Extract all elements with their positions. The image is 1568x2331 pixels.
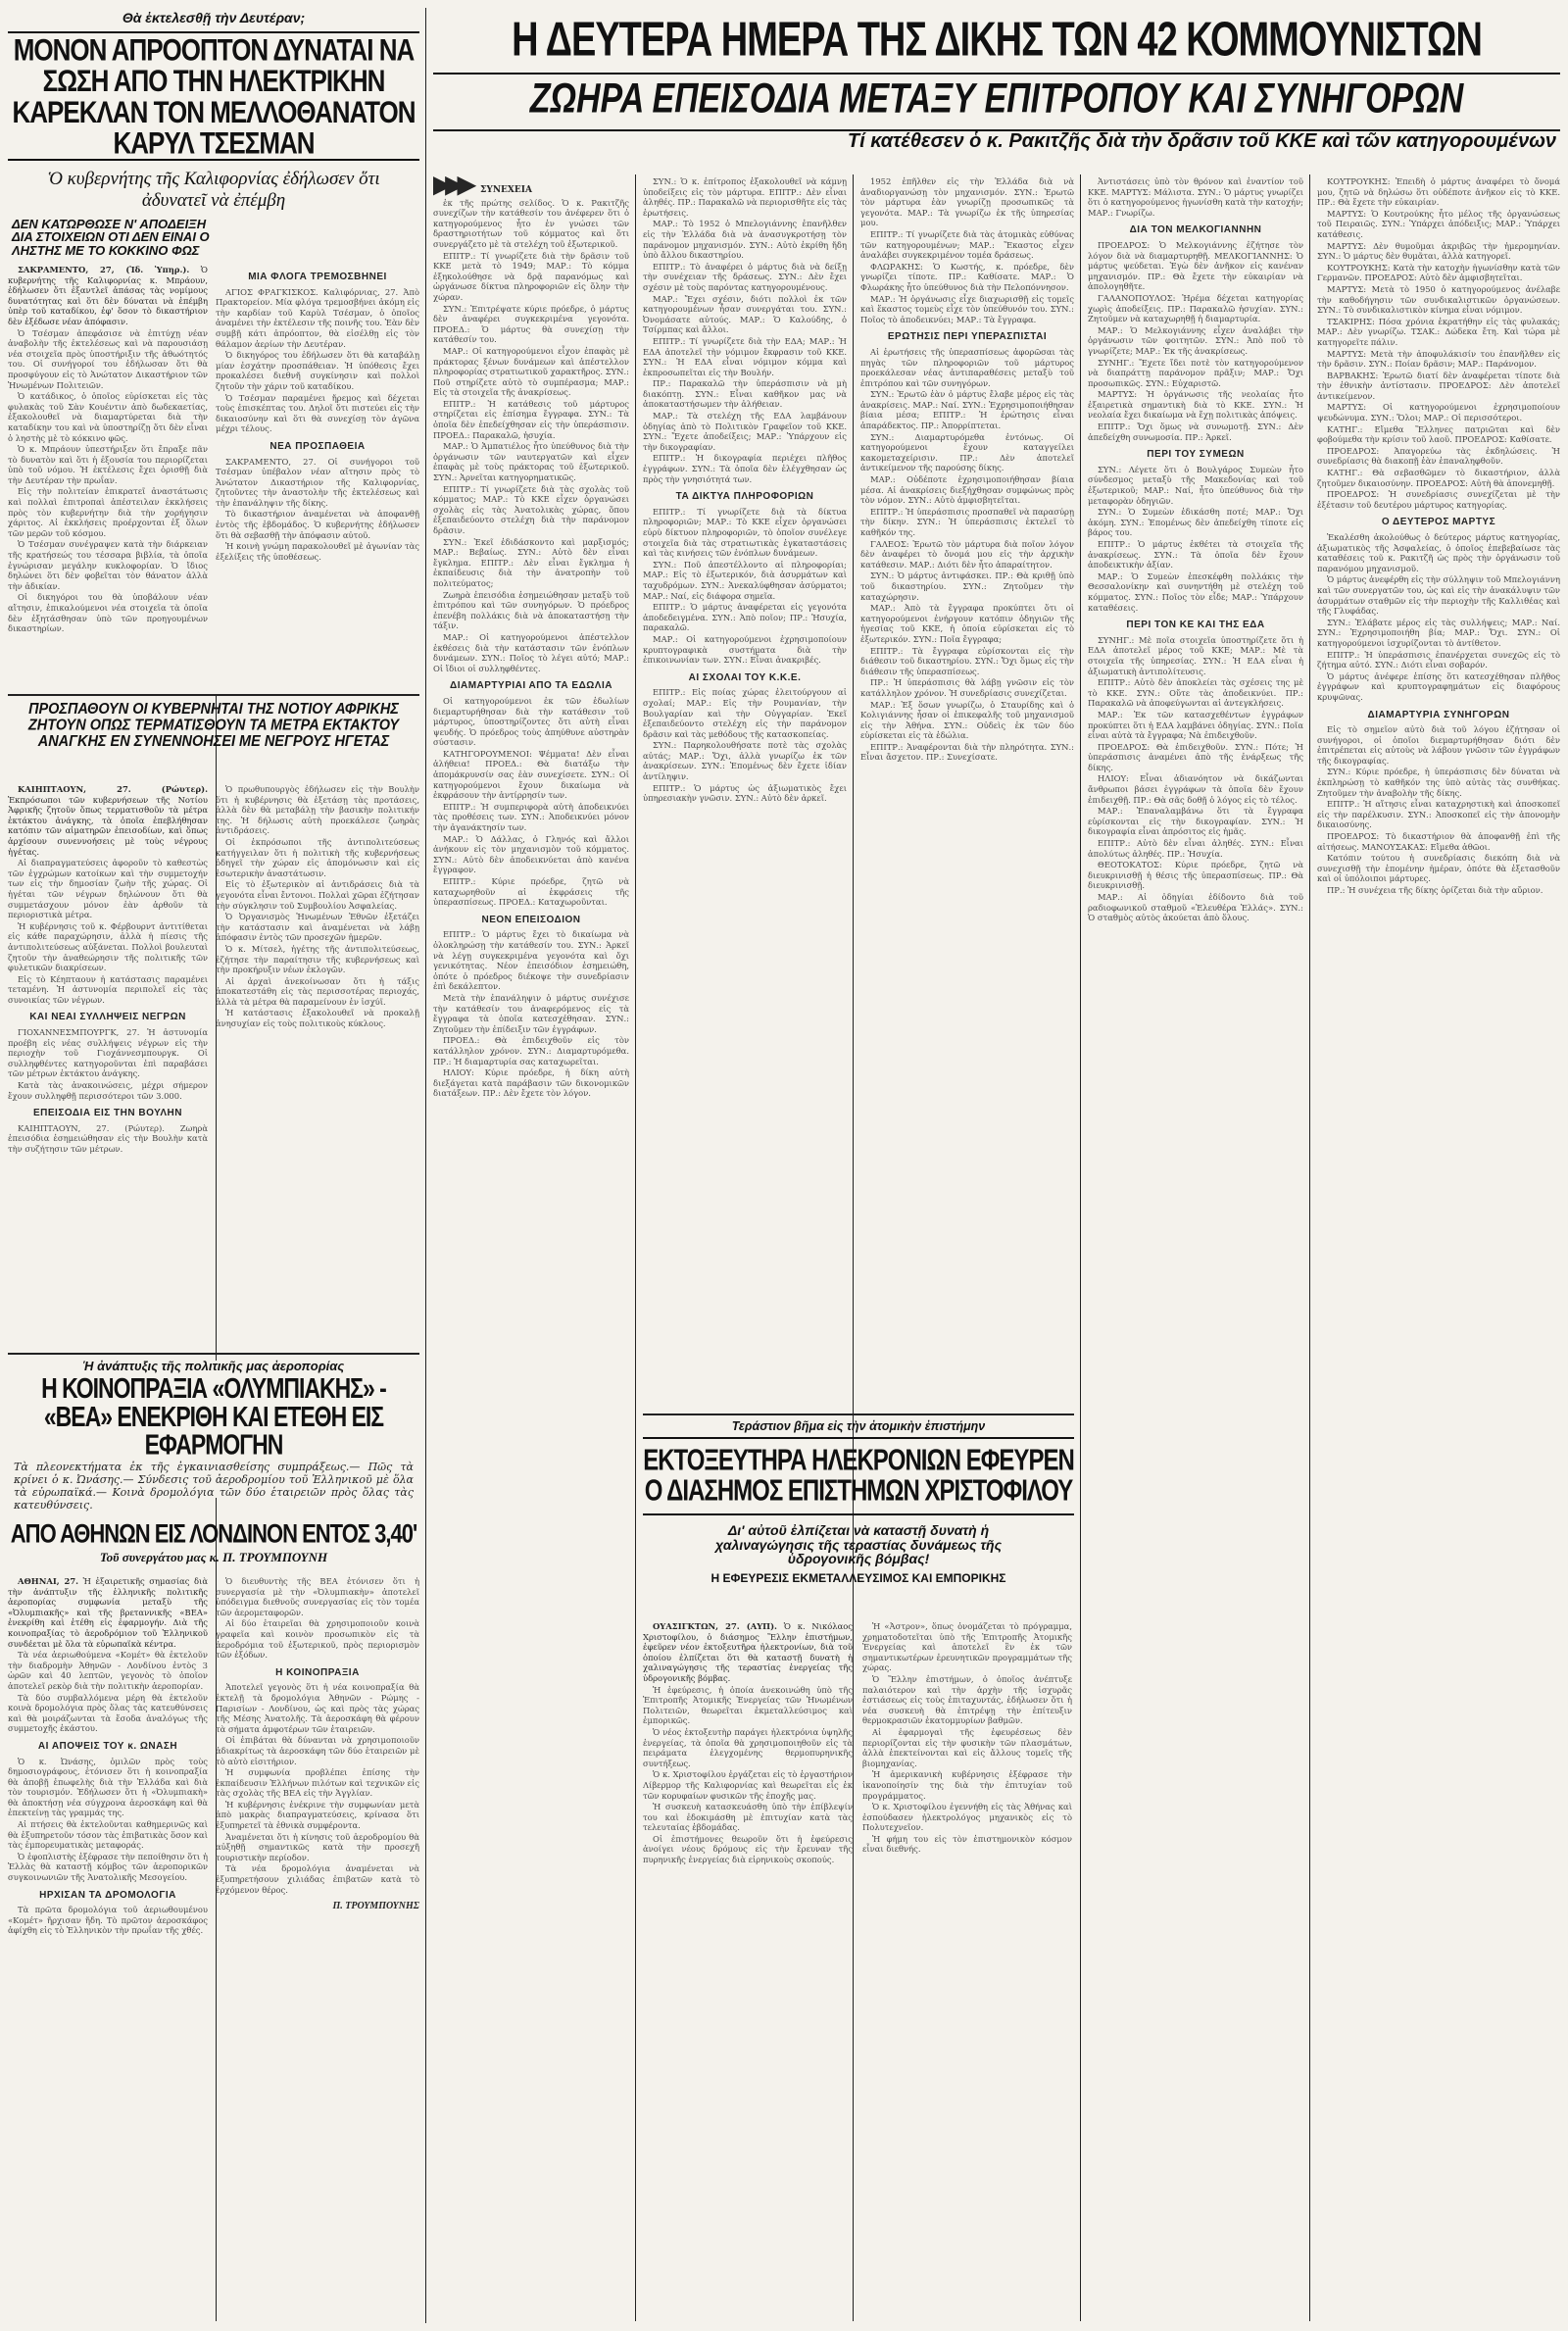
subhead: ΔΙΑΜΑΡΤΥΡΙΑ ΣΥΝΗΓΟΡΩΝ bbox=[1367, 709, 1510, 720]
headline: ΠΡΟΣΠΑΘΟΥΝ ΟΙ ΚΥΒΕΡΝΗΤΑΙ ΤΗΣ ΝΟΤΙΟΥ ΑΦΡΙΚΗΣ ΖΗΤΟΥΝ ΟΠΩΣ ΤΕΡΜΑΤΙΣΘΟΥΝ ΤΑ ΜΕΤΡΑ ΕΚΤΑΚΤΟΥ ΑΝΑΓΚΗΣ ΕΝ ΣΥΝΕΝΝΟΗΣΕΙ ΜΕ ΝΕΓΡΟΥΣ ΗΓΕΤΑΣ bbox=[27, 700, 400, 751]
article-body: ΚΑΙΗΠΤΑΟΥΝ, 27. (Ρώυτερ). Ἐκπρόσωποι τῶν κυβερνήσεων τῆς Νοτίου Ἀφρικῆς ζητοῦν ὅπως τερματισθοῦν τὰ μέτρα ἐκτάκτου ἀνάγκης, τὰ ὁποῖα ἐπεβλήθησαν κατόπιν τῶν αἱματηρῶν ἐπεισοδίων, καὶ ὅπως ἀρχίσουν συνεννοήσεις μὲ τοὺς νέγρους ἡγέτας. Αἱ διαπραγματεύσεις ἀφοροῦν τὸ καθεστὼς τῶν ἐγχρώμων κατοίκων καὶ τὴν συμμετοχήν των εἰς τὴν δημοσίαν ζωὴν τῆς χώρας. Οἱ ἡγέται τῶν νέγρων δηλώνουν ὅτι θὰ συμμετάσχουν μόνον ἐὰν ἀρθοῦν τὰ περιοριστικὰ μέτρα. Ἡ κυβέρνησις τοῦ κ. Φέρβουρντ ἀντιτίθεται εἰς κάθε παραχώρησιν, ἀλλὰ ἡ πίεσις τῆς ἀντιπολιτεύσεως αὐξάνεται. Πολλοὶ βουλευταὶ ζητοῦν τὴν ἀναθεώρησιν τῆς πολιτικῆς τῶν φυλετικῶν διακρίσεων. Εἰς τὸ Κέηπταουν ἡ κατάστασις παραμένει τεταμένη. Ἡ ἀστυνομία περιπολεῖ εἰς τὰς συνοικίας τῶν νέγρων. ΚΑΙ ΝΕΑΙ ΣΥΛΛΗΨΕΙΣ ΝΕΓΡΩΝ ΓΙΟΧΑΝΝΕΣΜΠΟΥΡΓΚ, 27. Ἡ ἀστυνομία προέβη εἰς νέας συλλήψεις νέγρων εἰς τὴν περιοχὴν τοῦ Γιοχάννεσμπουργκ. Οἱ συλληφθέντες κατηγοροῦνται ἐπὶ παραβάσει τῶν μέτρων ἐκτάκτου ἀνάγκης. Κατὰ τὰς ἀνακοινώσεις, μέχρι σήμερον ἔχουν συλληφθῇ περισσότεροι τῶν 3.000. ΕΠΕΙΣΟΔΙΑ ΕΙΣ ΤΗΝ ΒΟΥΛΗΝ ΚΑΙΗΠΤΑΟΥΝ, 27. (Ρώυτερ). Ζωηρὰ ἐπεισόδια ἐσημειώθησαν εἰς τὴν Βουλὴν κατὰ τὴν συζήτησιν τῶν μέτρων. bbox=[8, 784, 208, 1154]
trial-banner bbox=[433, 8, 1560, 123]
subhead: ΝΕΑ ΠΡΟΣΠΑΘΕΙΑ bbox=[270, 440, 366, 452]
column-rule bbox=[1309, 174, 1310, 2321]
kicker: Τεράστιον βῆμα εἰς τὴν ἀτομικὴν ἐπιστήμην bbox=[731, 1419, 986, 1433]
subhead: ΠΕΡΙ ΤΟΥ ΣΥΜΕΩΝ bbox=[1147, 449, 1245, 461]
article-body: ΣΑΚΡΑΜΕΝΤΟ, 27, (Ἰδ. Ὑπηρ.). Ὁ κυβερνήτης τῆς Καλιφορνίας κ. Μπράουν, ἐδήλωσεν ὅτι ἐξαντλεῖ ἀπάσας τὰς νομίμους δυνατότητας καὶ ὅτι δὲν δύναται νὰ ἐπέμβη ὑπὲρ τοῦ καταδίκου, ἐφ' ὅσον τὸ δικαστήριον δὲν ἐξέδωσε νέαν ἀπόφασιν. Ὁ Τσέσμαν ἀπεφάσισε νὰ ἐπιτύχῃ νέαν ἀναβολὴν τῆς ἐκτελέσεως καὶ νὰ παρουσιάσῃ νέα στοιχεῖα πρὸς ὑποστήριξιν τῆς ἀθωότητός του. Οἱ συνήγοροί του ἐδήλωσαν ὅτι θὰ προσφύγουν εἰς τὸ Ἀνώτατον Δικαστήριον τῶν Ἡνωμένων Πολιτειῶν. Ὁ κατάδικος, ὁ ὁποῖος εὑρίσκεται εἰς τὰς φυλακὰς τοῦ Σὰν Κουέντιν ἀπὸ δωδεκαετίας, ἐξακολουθεῖ νὰ διαμαρτύρεται διὰ τὴν καταδίκην του καὶ νὰ ὑποστηρίζῃ ὅτι δὲν εἶναι ὁ ληστὴς μὲ τὸ κόκκινο φῶς. Ὁ κ. Μπράουν ὑπεστήριξεν ὅτι ἔπραξε πᾶν τὸ δυνατὸν καὶ ὅτι ἡ ἐξουσία του περιορίζεται ὑπὸ τοῦ νόμου. Ἡ ἐκτέλεσις ἔχει ὁρισθῇ διὰ τὴν Δευτέραν τὴν πρωΐαν. Εἰς τὴν πολιτείαν ἐπικρατεῖ ἀναστάτωσις καὶ πολλαὶ ἐπιτροπαὶ ἀπέστειλαν ἐκκλήσεις πρὸς τὸν κυβερνήτην διὰ τὴν χορήγησιν χάριτος. Αἱ ἐκκλήσεις προέρχονται ἐξ ὅλων τῶν μερῶν τοῦ κόσμου. Ὁ Τσέσμαν συνέγραψεν κατὰ τὴν διάρκειαν τῆς κρατήσεώς του τέσσαρα βιβλία, τὰ ὁποῖα ἐγνώρισαν μεγάλην κυκλοφορίαν. Ὁ ἴδιος δηλώνει ὅτι δὲν φοβεῖται τὸν θάνατον ἀλλὰ τὴν ἀδικίαν. Οἱ δικηγόροι του θὰ ὑποβάλουν νέαν αἴτησιν, ἐπικαλούμενοι νέα στοιχεῖα τὰ ὁποῖα δὲν ἐξητάσθησαν ὑπὸ τῶν προηγουμένων δικαστηρίων. bbox=[8, 265, 208, 634]
chessman-article bbox=[8, 8, 419, 694]
column-rule bbox=[635, 174, 636, 2321]
subhead: ΗΡΧΙΣΑΝ ΤΑ ΔΡΟΜΟΛΟΓΙΑ bbox=[39, 1889, 176, 1901]
kicker: Ἡ ἀνάπτυξις τῆς πολιτικῆς μας ἀεροπορίας bbox=[82, 1359, 345, 1373]
science-article bbox=[643, 1419, 1074, 2321]
subhead: ΠΕΡΙ ΤΟΝ ΚΕ ΚΑΙ ΤΗΣ ΕΔΑ bbox=[1126, 620, 1265, 631]
subhead: ΑΙ ΣΧΟΛΑΙ ΤΟΥ Κ.Κ.Ε. bbox=[688, 671, 802, 683]
headline: ΕΚΤΟΞΕΥΤΗΡΑ ΗΛΕΚΡΟΝΙΩΝ ΕΦΕΥΡΕΝ Ο ΔΙΑΣΗΜΟΣ ΕΠΙΣΤΗΜΩΝ ΧΡΙΣΤΟΦΙΛΟΥ bbox=[643, 1443, 1074, 1508]
subhead: ΚΑΙ ΝΕΑΙ ΣΥΛΛΗΨΕΙΣ ΝΕΓΡΩΝ bbox=[29, 1012, 186, 1023]
trial-body-col1: ▶▶▶ ΣΥΝΕΧΕΙΑ ἐκ τῆς πρώτης σελίδος. Ὁ κ. Ρακιτζῆς συνεχίζων τὴν κατάθεσίν του ἀνέφερεν ὅτι ὁ κατηγορούμενος ἦτο ἐν γνώσει τῶν δραστηριοτήτων τοῦ κόμματος καὶ ὅτι συνεργάζετο μὲ τὰ στελέχη τοῦ ἐξωτερικοῦ. ΕΠΙΤΡ.: Τί γνωρίζετε διὰ τὴν δρᾶσιν τοῦ ΚΚΕ μετὰ τὸ 1949; ΜΑΡ.: Τὸ κόμμα ἐξηκολούθησε νὰ δρᾷ παρανόμως καὶ ὠργάνωσε δίκτυα πληροφοριῶν εἰς ὅλην τὴν χώραν. ΣΥΝ.: Ἐπιτρέψατε κύριε πρόεδρε, ὁ μάρτυς δὲν ἀναφέρει συγκεκριμένα γεγονότα. ΠΡΟΕΔ.: Ὁ μάρτυς θὰ συνεχίσῃ τὴν κατάθεσίν του. ΜΑΡ.: Οἱ κατηγορούμενοι εἶχον ἐπαφὰς μὲ πράκτορας ξένων δυνάμεων καὶ ἀπέστελλον πληροφορίας στρατιωτικοῦ χαρακτῆρος. ΣΥΝ.: Ποῦ στηρίζετε αὐτὸ τὸ συμπέρασμα; ΜΑΡ.: Εἰς τὰ στοιχεῖα τῆς ἀνακρίσεως. ΕΠΙΤΡ.: Ἡ κατάθεσις τοῦ μάρτυρος στηρίζεται εἰς ἐπίσημα ἔγγραφα. ΣΥΝ.: Τὰ ὁποῖα δὲν ἐπεδείχθησαν εἰς τὴν ὑπεράσπισιν. ΠΡΟΕΔ.: Παρακαλῶ, ἡσυχία. ΜΑΡ.: Ὁ Ἀμπατιέλος ἦτο ὑπεύθυνος διὰ τὴν ὀργάνωσιν τῶν ναυτεργατῶν καὶ εἶχεν ἐπαφὰς μὲ τοὺς πράκτορας τοῦ ἐξωτερικοῦ. ΣΥΝ.: Ἀρνεῖται κατηγορηματικῶς. ΕΠΙΤΡ.: Τί γνωρίζετε διὰ τὰς σχολὰς τοῦ κόμματος; ΜΑΡ.: Τὸ ΚΚΕ εἶχεν ὀργανώσει σχολὰς εἰς τὰς Ἀνατολικὰς χώρας, ὅπου ἐξεπαιδεύοντο στελέχη διὰ τὴν παράνομον δρᾶσιν. ΣΥΝ.: Ἐκεῖ ἐδιδάσκοντο καὶ μαρξισμός; ΜΑΡ.: Βεβαίως. ΣΥΝ.: Αὐτὸ δὲν εἶναι ἔγκλημα. ΕΠΙΤΡ.: Δὲν εἶναι ἔγκλημα ἡ ἐκπαίδευσις διὰ τὴν ἀνατροπὴν τοῦ πολιτεύματος; Ζωηρὰ ἐπεισόδια ἐσημειώθησαν μεταξὺ τοῦ ἐπιτρόπου καὶ τῶν συνηγόρων. Ὁ πρόεδρος ἐπενέβη πολλάκις διὰ νὰ ἀποκαταστήσῃ τὴν τάξιν. ΜΑΡ.: Οἱ κατηγορούμενοι ἀπέστελλον ἐκθέσεις διὰ τὴν κατάστασιν τῶν ἐνόπλων δυνάμεων. ΣΥΝ.: Ποῖος τὸ λέγει αὐτό; ΜΑΡ.: Οἱ ἴδιοι οἱ συλληφθέντες. ΔΙΑΜΑΡΤΥΡΙΑΙ ΑΠΟ ΤΑ ΕΔΩΛΙΑ Οἱ κατηγορούμενοι ἐκ τῶν ἑδωλίων διεμαρτυρήθησαν διὰ τὴν κατάθεσιν τοῦ μάρτυρος, ὑποστηρίζοντες ὅτι αὐτὴ εἶναι ψευδής. Ὁ πρόεδρος τοὺς ἀπηύθυνε αὐστηρὰν σύστασιν. ΚΑΤΗΓΟΡΟΥΜΕΝΟΙ: Ψέμματα! Δὲν εἶναι ἀλήθεια! ΠΡΟΕΔ.: Θὰ διατάξω τὴν ἀπομάκρυνσίν σας ἐὰν συνεχίσετε. ΣΥΝ.: Οἱ κατηγορούμενοι ἔχουν δικαίωμα νὰ ἐκφράσουν τὴν ἀντίρρησίν των. ΕΠΙΤΡ.: Ἡ συμπεριφορὰ αὐτὴ ἀποδεικνύει τὰς προθέσεις των. ΣΥΝ.: Ἀποδεικνύει μόνον τὴν ἀγανάκτησίν των. ΜΑΡ.: Ὁ Δάλλας, ὁ Γληνός καὶ ἄλλοι ἀνήκουν εἰς τὸν μηχανισμὸν τοῦ κόμματος. ΣΥΝ.: Αὐτὸ δὲν ἀποδεικνύεται ἀπὸ κανένα ἔγγραφον. ΕΠΙΤΡ.: Κύριε πρόεδρε, ζητῶ νὰ καταχωρηθοῦν αἱ ἐκφράσεις τῆς ὑπερασπίσεως. ΠΡΟΕΔ.: Καταχωροῦνται. ΝΕΟΝ ΕΠΕΙΣΟΔΙΟΝ ΕΠΙΤΡ.: Ὁ μάρτυς ἔχει τὸ δικαίωμα νὰ ὁλοκληρώσῃ τὴν κατάθεσίν του. ΣΥΝ.: Ἀρκεῖ νὰ λέγῃ συγκεκριμένα γεγονότα καὶ ὄχι γενικότητας. Νέον ἐπεισόδιον ἐσημειώθη, ὁπότε ὁ πρόεδρος διέκοψε τὴν συνεδρίασιν ἐπὶ δεκάλεπτον. Μετὰ τὴν ἐπανάληψιν ὁ μάρτυς συνέχισε τὴν κατάθεσίν του ἀναφερόμενος εἰς τὰ ἔγγραφα τὰ ὁποῖα κατεσχέθησαν. ΣΥΝ.: Ζητοῦμεν τὴν ἐπίδειξιν τῶν ἐγγράφων. ΠΡΟΕΔ.: Θὰ ἐπιδειχθοῦν εἰς τὸν κατάλληλον χρόνον. ΣΥΝ.: Διαμαρτυρόμεθα. ΠΡ.: Ἡ διαμαρτυρία σας καταχωρεῖται. ΗΛΙΟΥ: Κύριε πρόεδρε, ἡ δίκη αὐτὴ διεξάγεται κατὰ παράβασιν τῶν δικονομικῶν διατάξεων. ΠΡ.: Δὲν ἔχετε τὸν λόγον. bbox=[433, 176, 629, 2321]
subhead: ΝΕΟΝ ΕΠΕΙΣΟΔΙΟΝ bbox=[481, 914, 581, 925]
article-body-col2: Ἡ «Ἀστρον», ὅπως ὀνομάζεται τὸ πρόγραμμα, χρηματοδοτεῖται ὑπὸ τῆς Ἐπιτροπῆς Ἀτομικῆς Ἐνεργείας καὶ ἀποτελεῖ ἓν ἐκ τῶν σημαντικωτέρων ἐρευνητικῶν προγραμμάτων τῆς χώρας. Ὁ Ἕλλην ἐπιστήμων, ὁ ὁποῖος ἀνέπτυξε παλαιότερον καὶ τὴν ἀρχὴν τῆς ἰσχυρᾶς ἐστιάσεως εἰς τοὺς ἐπιταχυντάς, ἐδήλωσεν ὅτι ἡ νέα συσκευὴ θὰ ἐπιτρέψῃ τὴν ἐπίτευξιν θερμοκρασιῶν ἑκατομμυρίων βαθμῶν. Αἱ ἐφαρμογαὶ τῆς ἐφευρέσεως δὲν περιορίζονται εἰς τὴν φυσικὴν τῶν πλασμάτων, ἀλλὰ ἐπεκτείνονται καὶ εἰς ἄλλους τομεῖς τῆς βιομηχανίας. Ἡ ἀμερικανικὴ κυβέρνησις ἐξέφρασε τὴν ἱκανοποίησίν της διὰ τὴν ἐπιτυχίαν τοῦ προγράμματος. Ὁ κ. Χριστοφίλου ἐγεννήθη εἰς τὰς Ἀθήνας καὶ ἐσπούδασεν ἠλεκτρολόγος μηχανικὸς εἰς τὸ Πολυτεχνεῖον. Ἡ φήμη του εἰς τὸν ἐπιστημονικὸν κόσμον εἶναι διεθνής. bbox=[862, 1621, 1072, 1855]
trial-body-col3: 1952 ἐπῆλθεν εἰς τὴν Ἑλλάδα διὰ νὰ ἀναδιοργανώσῃ τὸν μηχανισμόν. ΣΥΝ.: Ἐρωτῶ τὸν μάρτυρα ἐὰν γνωρίζῃ προσωπικῶς τὰ γεγονότα. ΜΑΡ.: Τὰ γνωρίζω ἐκ τῆς ὑπηρεσίας μου. ΕΠΙΤΡ.: Τί γνωρίζετε διὰ τὰς ἀτομικὰς εὐθύνας τῶν κατηγορουμένων; ΜΑΡ.: Ἕκαστος εἶχεν ἀναλάβει συγκεκριμένον τομέα δράσεως. ΦΛΩΡΑΚΗΣ: Ὁ Κωστής, κ. πρόεδρε, δὲν γνωρίζει τίποτε. ΠΡ.: Καθίσατε. ΜΑΡ.: Ὁ Φλωράκης ἦτο ὑπεύθυνος διὰ τὴν Πελοπόννησον. ΜΑΡ.: Ἡ ὀργάνωσις εἶχε διαχωρισθῇ εἰς τομεῖς καὶ ἕκαστος τομεὺς εἶχε τὸν ὑπεύθυνόν του. ΣΥΝ.: Ποῖος τὸ ἀποδεικνύει; ΜΑΡ.: Τὰ ἔγγραφα. ΕΡΩΤΗΣΙΣ ΠΕΡΙ ΥΠΕΡΑΣΠΙΣΤΑΙ Αἱ ἐρωτήσεις τῆς ὑπερασπίσεως ἀφορῶσαι τὰς πηγὰς τῶν πληροφοριῶν τοῦ μάρτυρος προεκάλεσαν νέας ἀντιπαραθέσεις μεταξὺ τοῦ ἐπιτρόπου καὶ τῶν συνηγόρων. ΣΥΝ.: Ἐρωτῶ ἐὰν ὁ μάρτυς ἔλαβε μέρος εἰς τὰς ἀνακρίσεις. ΜΑΡ.: Ναί. ΣΥΝ.: Ἐχρησιμοποιήθησαν βίαια μέσα; ΕΠΙΤΡ.: Ἡ ἐρώτησις εἶναι ἀπαράδεκτος. ΠΡ.: Ἀπορρίπτεται. ΣΥΝ.: Διαμαρτυρόμεθα ἐντόνως. Οἱ κατηγορούμενοι ἔχουν καταγγείλει κακομεταχείρισιν. ΠΡ.: Δὲν ἀποτελεῖ ἀντικείμενον τῆς παρούσης δίκης. ΜΑΡ.: Οὐδέποτε ἐχρησιμοποιήθησαν βίαια μέσα. Αἱ ἀνακρίσεις διεξήχθησαν συμφώνως πρὸς τὸν νόμον. ΣΥΝ.: Αὐτὸ ἀμφισβητεῖται. ΕΠΙΤΡ.: Ἡ ὑπεράσπισις προσπαθεῖ νὰ παρασύρῃ τὴν δίκην. ΣΥΝ.: Ἡ ὑπεράσπισις ἐκτελεῖ τὸ καθῆκόν της. ΓΑΛΕΟΣ: Ἐρωτῶ τὸν μάρτυρα διὰ ποῖον λόγον δὲν ἀναφέρει τὸ ὄνομά μου εἰς τὴν ἀρχικὴν κατάθεσιν. ΜΑΡ.: Διότι δὲν ἦτο ἀπαραίτητον. ΣΥΝ.: Ὁ μάρτυς ἀντιφάσκει. ΠΡ.: Θὰ κριθῇ ὑπὸ τοῦ δικαστηρίου. ΣΥΝ.: Ζητοῦμεν τὴν καταχώρησιν. ΜΑΡ.: Ἀπὸ τὰ ἔγγραφα προκύπτει ὅτι οἱ κατηγορούμενοι ἐνήργουν κατόπιν ὁδηγιῶν τῆς ἡγεσίας τοῦ ΚΚΕ, ἡ ὁποία εὑρίσκεται εἰς τὸ ἐξωτερικόν. ΣΥΝ.: Ποῖα ἔγγραφα; ΕΠΙΤΡ.: Τὰ ἔγγραφα εὑρίσκονται εἰς τὴν διάθεσιν τοῦ δικαστηρίου. ΣΥΝ.: Ὄχι ὅμως εἰς τὴν διάθεσιν τῆς ὑπερασπίσεως. ΠΡ.: Ἡ ὑπεράσπισις θὰ λάβῃ γνῶσιν εἰς τὸν κατάλληλον χρόνον. Ἡ συνεδρίασις συνεχίζεται. ΜΑΡ.: Ἐξ ὅσων γνωρίζω, ὁ Σταυρίδης καὶ ὁ Κολιγιάννης ἦσαν οἱ ἐπικεφαλῆς τοῦ μηχανισμοῦ εἰς τὴν Ἀθήνα. ΣΥΝ.: Οὐδεὶς ἐκ τῶν δύο εὑρίσκεται εἰς τὰ ἑδώλια. ΕΠΙΤΡ.: Ἀναφέρονται διὰ τὴν πληρότητα. ΣΥΝ.: Εἶναι ἄσχετον. ΠΡ.: Συνεχίσατε. bbox=[860, 176, 1074, 763]
dateline: ΑΘΗΝΑΙ, 27. bbox=[18, 1576, 79, 1586]
headline: Η ΔΕΥΤΕΡΑ ΗΜΕΡΑ ΤΗΣ ΔΙΚΗΣ ΤΩΝ 42 ΚΟΜΜΟΥΝΙΣΤΩΝ bbox=[512, 13, 1482, 68]
africa-article bbox=[8, 700, 419, 1347]
subhead: ΜΙΑ ΦΛΟΓΑ ΤΡΕΜΟΣΒΗΝΕΙ bbox=[248, 272, 387, 282]
deck: Δι' αὐτοῦ ἐλπίζεται νὰ καταστῇ δυνατὴ ἡ χαλιναγώγησις τῆς τεραστίας δυνάμεως τῆς ὑδρογονικῆς βόμβας! bbox=[714, 1522, 1003, 1567]
subhead: ΕΠΕΙΣΟΔΙΑ ΕΙΣ ΤΗΝ ΒΟΥΛΗΝ bbox=[33, 1108, 182, 1119]
article-body-col2: Ὁ πρωθυπουργὸς ἐδήλωσεν εἰς τὴν Βουλὴν ὅτι ἡ κυβέρνησις θὰ ἐξετάσῃ τὰς προτάσεις, ἀλλὰ δὲν θὰ μεταβάλῃ τὴν βασικὴν πολιτικήν της. Ἡ δήλωσις αὐτὴ προεκάλεσε ζωηρὰς ἀντιδράσεις. Οἱ ἐκπρόσωποι τῆς ἀντιπολιτεύσεως κατήγγειλαν ὅτι ἡ πολιτικὴ τῆς κυβερνήσεως ὁδηγεῖ τὴν χώραν εἰς ἀπομόνωσιν καὶ εἰς ἐσωτερικὴν ἀναστάτωσιν. Εἰς τὸ ἐξωτερικὸν αἱ ἀντιδράσεις διὰ τὰ γεγονότα εἶναι ἔντονοι. Πολλαὶ χῶραι ἐζήτησαν τὴν σύγκλησιν τοῦ Συμβουλίου Ἀσφαλείας. Ὁ Ὀργανισμὸς Ἡνωμένων Ἐθνῶν ἐξετάζει τὴν κατάστασιν καὶ ἀναμένεται νὰ λάβῃ ἀπόφασιν ἐντὸς τῶν προσεχῶν ἡμερῶν. Ὁ κ. Μίτσελ, ἡγέτης τῆς ἀντιπολιτεύσεως, ἐζήτησε τὴν παραίτησιν τῆς κυβερνήσεως καὶ τὴν προκήρυξιν νέων ἐκλογῶν. Αἱ ἀρχαὶ ἀνεκοίνωσαν ὅτι ἡ τάξις ἀποκατεστάθη εἰς τὰς περισσοτέρας περιοχάς, ἀλλὰ τὰ μέτρα θὰ παραμείνουν ἐν ἰσχύϊ. Ἡ κατάστασις ἐξακολουθεῖ νὰ προκαλῇ ἀνησυχίαν εἰς τοὺς πολιτικοὺς κύκλους. bbox=[216, 784, 419, 1029]
article-body-col2: Ὁ διευθυντὴς τῆς ΒΕΑ ἐτόνισεν ὅτι ἡ συνεργασία μὲ τὴν «Ὀλυμπιακὴν» ἀποτελεῖ ὑπόδειγμα διεθνοῦς συνεργασίας εἰς τὸν τομέα τῶν ἀερομεταφορῶν. Αἱ δύο ἑταιρεῖαι θὰ χρησιμοποιοῦν κοινὰ γραφεῖα καὶ κοινὸν προσωπικὸν εἰς τὰ ἀεροδρόμια τοῦ ἐξωτερικοῦ, πρὸς περιορισμὸν τῶν ἐξόδων. Η ΚΟΙΝΟΠΡΑΞΙΑ Ἀποτελεῖ γεγονὸς ὅτι ἡ νέα κοινοπραξία θὰ ἐκτελῇ τὰ δρομολόγια Ἀθηνῶν - Ρώμης - Παρισίων - Λονδίνου, ὡς καὶ πρὸς τὰς χώρας τῆς Μέσης Ἀνατολῆς. Τὰ ἀεροσκάφη θὰ φέρουν τὰ σήματα ἀμφοτέρων τῶν ἑταιρειῶν. Οἱ ἐπιβάται θὰ δύνανται νὰ χρησιμοποιοῦν ἀδιακρίτως τὰ ἀεροσκάφη τῶν δύο ἑταιρειῶν μὲ τὸ αὐτὸ εἰσιτήριον. Ἡ συμφωνία προβλέπει ἐπίσης τὴν ἐκπαίδευσιν Ἑλλήνων πιλότων καὶ τεχνικῶν εἰς τὰς σχολὰς τῆς ΒΕΑ εἰς τὴν Ἀγγλίαν. Ἡ κυβέρνησις ἐνέκρινε τὴν συμφωνίαν μετὰ ἀπὸ μακρὰς διαπραγματεύσεις, κρίνασα ὅτι ἐξυπηρετεῖ τὰ ἐθνικὰ συμφέροντα. Ἀναμένεται ὅτι ἡ κίνησις τοῦ ἀεροδρομίου θὰ αὐξηθῇ σημαντικῶς κατὰ τὴν προσεχῆ τουριστικὴν περίοδον. Τὰ νέα δρομολόγια ἀναμένεται νὰ ἐξυπηρετήσουν χιλιάδας ἐπιβατῶν κατὰ τὸ ἐρχόμενον θέρος. Π. ΤΡΟΥΜΠΟΥΝΗΣ bbox=[216, 1576, 419, 1912]
dateline: ΣΑΚΡΑΜΕΝΤΟ, 27, (Ἰδ. Ὑπηρ.). bbox=[18, 265, 190, 274]
deck-sub: ΔΕΝ ΚΑΤΩΡΘΩΣΕ Ν' ΑΠΟΔΕΙΞΗ ΔΙΑ ΣΤΟΙΧΕΙΩΝ ΟΤΙ ΔΕΝ ΕΙΝΑΙ Ο ΛΗΣΤΗΣ ΜΕ ΤΟ ΚΟΚΚΙΝΟ ΦΩΣ bbox=[12, 216, 210, 258]
dateline: ΚΑΙΗΠΤΑΟΥΝ, 27. (Ρώυτερ). bbox=[18, 784, 208, 794]
headline-secondary: ΖΩΗΡΑ ΕΠΕΙΣΟΔΙΑ ΜΕΤΑΞΥ ΕΠΙΤΡΟΠΟΥ ΚΑΙ ΣΥΝΗΓΟΡΩΝ bbox=[529, 75, 1464, 123]
article-body: ΟΥΑΣΙΓΚΤΩΝ, 27. (ΑΥΠ). Ὁ κ. Νικόλαος Χριστοφίλου, ὁ διάσημος Ἕλλην ἐπιστήμων, ἐφεῦρεν νέον ἐκτοξευτῆρα ἠλεκτρονίων, διὰ τοῦ ὁποίου ἐλπίζεται ὅτι θὰ καταστῇ δυνατὴ ἡ χαλιναγώγησις τῆς τεραστίας ἐνεργείας τῆς ὑδρογονικῆς βόμβας. Ἡ ἐφεύρεσις, ἡ ὁποία ἀνεκοινώθη ὑπὸ τῆς Ἐπιτροπῆς Ἀτομικῆς Ἐνεργείας τῶν Ἡνωμένων Πολιτειῶν, θεωρεῖται ἐκμεταλλεύσιμος καὶ ἐμπορικῶς. Ὁ νέος ἐκτοξευτὴρ παράγει ἠλεκτρόνια ὑψηλῆς ἐνεργείας, τὰ ὁποῖα θὰ χρησιμοποιηθοῦν εἰς τὰ πειράματα ἐλεγχομένης θερμοπυρηνικῆς συντήξεως. Ὁ κ. Χριστοφίλου ἐργάζεται εἰς τὸ ἐργαστήριον Λίβερμορ τῆς Καλιφορνίας καὶ θεωρεῖται εἷς ἐκ τῶν κορυφαίων φυσικῶν τῆς ἐποχῆς μας. Ἡ συσκευὴ κατασκευάσθη ὑπὸ τὴν ἐπίβλεψίν του καὶ ἐδοκιμάσθη μὲ ἐπιτυχίαν κατὰ τὰς τελευταίας ἑβδομάδας. Οἱ ἐπιστήμονες θεωροῦν ὅτι ἡ ἐφεύρεσις ἀνοίγει νέους δρόμους εἰς τὴν ἔρευναν τῆς πυρηνικῆς ἐνεργείας διὰ εἰρηνικοὺς σκοπούς. bbox=[643, 1621, 853, 1865]
kicker: Θὰ ἐκτελεσθῇ τὴν Δευτέραν; bbox=[122, 10, 306, 25]
subhead: ΤΑ ΔΙΚΤΥΑ ΠΛΗΡΟΦΟΡΙΩΝ bbox=[675, 491, 814, 503]
subhead: ΑΙ ΑΠΟΨΕΙΣ ΤΟΥ κ. ΩΝΑΣΗ bbox=[37, 1740, 178, 1752]
subhead: ΔΙΑΜΑΡΤΥΡΙΑΙ ΑΠΟ ΤΑ ΕΔΩΛΙΑ bbox=[450, 680, 612, 692]
byline: Τοῦ συνεργάτου μας κ. Π. ΤΡΟΥΜΠΟΥΝΗ bbox=[99, 1550, 328, 1564]
trial-deck bbox=[596, 131, 1556, 167]
continuation-arrow: ▶▶▶ bbox=[433, 176, 470, 198]
signature: Π. ΤΡΟΥΜΠΟΥΝΗΣ bbox=[332, 1901, 419, 1912]
subhead: Η ΕΦΕΥΡΕΣΙΣ ΕΚΜΕΤΑΛΛΕΥΣΙΜΟΣ ΚΑΙ ΕΜΠΟΡΙΚΗΣ bbox=[710, 1571, 1006, 1586]
headline-secondary: ΑΠΟ ΑΘΗΝΩΝ ΕΙΣ ΛΟΝΔΙΝΟΝ ΕΝΤΟΣ 3,40' bbox=[10, 1518, 417, 1549]
article-body-col2: ΜΙΑ ΦΛΟΓΑ ΤΡΕΜΟΣΒΗΝΕΙ ΑΓΙΟΣ ΦΡΑΓΚΙΣΚΟΣ. Καλιφόρνιας, 27. Ἀπὸ Πρακτορείον. Μία φλόγα τρεμοσβήνει ἀκόμη εἰς τὴν καρδίαν τοῦ Καρὺλ Τσέσμαν, ὁ ὁποῖος ἀναμένει τὴν ἐκτέλεσιν τῆς ποινῆς του. Ἐὰν δὲν συμβῇ κάτι ἀπρόοπτον, θὰ εἰσέλθῃ εἰς τὸν θάλαμον ἀερίων τὴν Δευτέραν. Ὁ δικηγόρος του ἐδήλωσεν ὅτι θὰ καταβάλῃ μίαν ἐσχάτην προσπάθειαν. Ἡ ὑπόθεσις ἔχει προκαλέσει διεθνῆ συγκίνησιν καὶ πολλοὶ ζητοῦν τὴν χάριν τοῦ καταδίκου. Ὁ Τσέσμαν παραμένει ἤρεμος καὶ δέχεται τοὺς ἐπισκέπτας του. Δηλοῖ ὅτι πιστεύει εἰς τὴν δικαιοσύνην καὶ ὅτι θὰ συνεχίσῃ τὸν ἀγῶνα μέχρι τέλους. ΝΕΑ ΠΡΟΣΠΑΘΕΙΑ ΣΑΚΡΑΜΕΝΤΟ, 27. Οἱ συνήγοροι τοῦ Τσέσμαν ὑπέβαλον νέαν αἴτησιν πρὸς τὸ Ἀνώτατον Δικαστήριον τῆς Καλιφορνίας, ζητοῦντες τὴν ἀναστολὴν τῆς ἐκτελέσεως καὶ τὴν ἐπανάληψιν τῆς δίκης. Τὸ δικαστήριον ἀναμένεται νὰ ἀποφανθῇ ἐντὸς τῆς ἑβδομάδος. Ὁ κυβερνήτης ἐδήλωσεν ὅτι θὰ σεβασθῇ τὴν ἀπόφασιν αὐτοῦ. Ἡ κοινὴ γνώμη παρακολουθεῖ μὲ ἀγωνίαν τὰς ἐξελίξεις τῆς ὑποθέσεως. bbox=[216, 272, 419, 562]
section-rule bbox=[8, 1353, 419, 1355]
subhead: ΕΡΩΤΗΣΙΣ ΠΕΡΙ ΥΠΕΡΑΣΠΙΣΤΑΙ bbox=[887, 331, 1048, 343]
article-body: ΑΘΗΝΑΙ, 27. Ἡ ἐξαιρετικῆς σημασίας διὰ τὴν ἀνάπτυξιν τῆς ἑλληνικῆς πολιτικῆς ἀεροπορίας συμφωνία μεταξὺ τῆς «Ὀλυμπιακῆς» καὶ τῆς βρεταννικῆς «ΒΕΑ» ἐνεκρίθη καὶ ἐτέθη εἰς ἐφαρμογήν. Διὰ τῆς κοινοπραξίας τὸ ἀεροδρόμιον τοῦ Ἑλληνικοῦ συνδέεται μὲ ὅλα τὰ εὐρωπαϊκὰ κέντρα. Τὰ νέα ἀεριωθούμενα «Κομέτ» θὰ ἐκτελοῦν τὴν διαδρομὴν Ἀθηνῶν - Λονδίνου ἐντὸς 3 ὡρῶν καὶ 40 λεπτῶν, γεγονὸς τὸ ὁποῖον ἀποτελεῖ ρεκὸρ διὰ τὴν πολιτικὴν ἀεροπορίαν. Τὰ δύο συμβαλλόμενα μέρη θὰ ἐκτελοῦν κοινὰ δρομολόγια πρὸς ὅλας τὰς κατευθύνσεις καὶ θὰ μοιράζωνται τὰ ἔσοδα ἀναλόγως τῆς συμμετοχῆς ἑκάστου. ΑΙ ΑΠΟΨΕΙΣ ΤΟΥ κ. ΩΝΑΣΗ Ὁ κ. Ὠνάσης, ὁμιλῶν πρὸς τοὺς δημοσιογράφους, ἐτόνισεν ὅτι ἡ κοινοπραξία θὰ ἀποβῇ ἐπωφελὴς διὰ τὴν Ἑλλάδα καὶ διὰ τὸν τουρισμόν. Ἐδήλωσεν ὅτι ἡ «Ὀλυμπιακὴ» θὰ ἀποκτήσῃ νέα σύγχρονα ἀεροσκάφη καὶ θὰ ἐπεκτείνῃ τὰς γραμμάς της. Αἱ πτήσεις θὰ ἐκτελοῦνται καθημερινῶς καὶ θὰ ἐξυπηρετοῦν τόσον τὰς ἐπιβατικὰς ὅσον καὶ τὰς ἐμπορευματικὰς μεταφοράς. Ὁ ἐφοπλιστὴς ἐξέφρασε τὴν πεποίθησιν ὅτι ἡ Ἑλλὰς θὰ καταστῇ κόμβος τῶν ἀεροπορικῶν συγκοινωνιῶν τῆς Ἀνατολικῆς Μεσογείου. ΗΡΧΙΣΑΝ ΤΑ ΔΡΟΜΟΛΟΓΙΑ Τὰ πρῶτα δρομολόγια τοῦ ἀεριωθουμένου «Κομέτ» ἤρχισαν ἤδη. Τὸ πρῶτον ἀεροσκάφος ἀφίχθη εἰς τὸ Ἑλληνικὸν τὴν πρωΐαν τῆς χθές. bbox=[8, 1576, 208, 1936]
deck: Τὰ πλεονεκτήματα ἐκ τῆς ἐγκαινιασθείσης συμπράξεως.— Πῶς τὰ κρίνει ὁ κ. Ὠνάσης.— Σύνδεσις τοῦ ἀεροδρομίου τοῦ Ἑλληνικοῦ μὲ ὅλα τὰ εὐρωπαϊκά.— Κοινὰ δρομολόγια τῶν δύο ἑταιρειῶν πρὸς ὅλας τὰς κατευθύνσεις. bbox=[14, 1461, 414, 1512]
trial-body-col4: Ἀντιστάσεις ὑπὸ τὸν θρόνον καὶ ἐναντίον τοῦ ΚΚΕ. ΜΑΡΤΥΣ: Μάλιστα. ΣΥΝ.: Ὁ μάρτυς γνωρίζει ὅτι ὁ κατηγορούμενος ἠγωνίσθη κατὰ τὴν κατοχήν; ΜΑΡ.: Γνωρίζω. ΔΙΑ ΤΟΝ ΜΕΛΚΟΓΙΑΝΝΗΝ ΠΡΟΕΔΡΟΣ: Ὁ Μελκογιάννης ἐζήτησε τὸν λόγον διὰ νὰ διαμαρτυρηθῇ. ΜΕΛΚΟΓΙΑΝΝΗΣ: Ὁ μάρτυς ψεύδεται. Ἐγὼ δὲν ἀνῆκον εἰς κανέναν μηχανισμόν. ΠΡ.: Θὰ ἔχετε τὴν εὐκαιρίαν νὰ ἀπολογηθῆτε. ΓΑΛΑΝΟΠΟΥΛΟΣ: Ἠρέμα δέχεται κατηγορίας χωρὶς ἀποδείξεις. ΠΡ.: Παρακαλῶ ἡσυχίαν. ΣΥΝ.: Ζητοῦμεν νὰ καταχωρηθῇ ἡ διαμαρτυρία. ΜΑΡ.: Ὁ Μελκογιάννης εἶχεν ἀναλάβει τὴν ὀργάνωσιν τῶν φοιτητῶν. ΣΥΝ.: Ἀπὸ ποῦ τὸ γνωρίζετε; ΜΑΡ.: Ἐκ τῆς ἀνακρίσεως. ΣΥΝΗΓ.: Ἔχετε ἴδει ποτὲ τὸν κατηγορούμενον νὰ διαπράττῃ παράνομον πρᾶξιν; ΜΑΡ.: Ὄχι προσωπικῶς. ΣΥΝ.: Εὐχαριστῶ. ΜΑΡΤΥΣ: Ἡ ὀργάνωσις τῆς νεολαίας ἦτο ἐξαιρετικὰ σημαντικὴ διὰ τὸ ΚΚΕ. ΣΥΝ.: Ἡ νεολαία ἔχει δικαίωμα νὰ ἔχῃ πολιτικὰς ἀπόψεις. ΕΠΙΤΡ.: Ὄχι ὅμως νὰ συνωμοτῇ. ΣΥΝ.: Δὲν ἀπεδείχθη συνωμοσία. ΠΡ.: Ἀρκεῖ. ΠΕΡΙ ΤΟΥ ΣΥΜΕΩΝ ΣΥΝ.: Λέγετε ὅτι ὁ Βουλγάρος Συμεὼν ἦτο σύνδεσμος μεταξὺ τῆς Μακεδονίας καὶ τοῦ ἐξωτερικοῦ; ΜΑΡ.: Ναί, ἦτο ὑπεύθυνος διὰ τὴν μεταφορὰν ὁδηγιῶν. ΣΥΝ.: Ὁ Συμεὼν ἐδικάσθη ποτέ; ΜΑΡ.: Ὄχι ἀκόμη. ΣΥΝ.: Ἑπομένως δὲν ἀπεδείχθη τίποτε εἰς βάρος του. ΕΠΙΤΡ.: Ὁ μάρτυς ἐκθέτει τὰ στοιχεῖα τῆς ἀνακρίσεως. ΣΥΝ.: Τὰ ὁποῖα δὲν ἔχουν ἀποδεικτικὴν ἀξίαν. ΜΑΡ.: Ὁ Συμεὼν ἐπεσκέφθη πολλάκις τὴν Θεσσαλονίκην καὶ συνηντήθη μὲ στελέχη τοῦ κόμματος. ΣΥΝ.: Ποῖος τὸν εἶδε; ΜΑΡ.: Ὑπάρχουν καταθέσεις. ΠΕΡΙ ΤΟΝ ΚΕ ΚΑΙ ΤΗΣ ΕΔΑ ΣΥΝΗΓ.: Μὲ ποῖα στοιχεῖα ὑποστηρίζετε ὅτι ἡ ΕΔΑ ἀποτελεῖ μέρος τοῦ ΚΚΕ; ΜΑΡ.: Μὲ τὰ στοιχεῖα τῆς ὑπηρεσίας. ΣΥΝ.: Ἡ ΕΔΑ εἶναι ἡ ἀξιωματικὴ ἀντιπολίτευσις. ΕΠΙΤΡ.: Αὐτὸ δὲν ἀποκλείει τὰς σχέσεις της μὲ τὸ ΚΚΕ. ΣΥΝ.: Οὔτε τὰς ἀποδεικνύει. ΠΡ.: Παρακαλῶ νὰ ἀποφεύγωνται αἱ ἀντεγκλήσεις. ΜΑΡ.: Ἐκ τῶν κατασχεθέντων ἐγγράφων προκύπτει ὅτι ἡ ΕΔΑ λαμβάνει ὁδηγίας. ΣΥΝ.: Ποῖα εἶναι αὐτὰ τὰ ἔγγραφα; Νὰ ἐπιδειχθοῦν. ΠΡΟΕΔΡΟΣ: Θὰ ἐπιδειχθοῦν. ΣΥΝ.: Πότε; Ἡ ὑπεράσπισις ἀναμένει ἀπὸ τῆς ἐνάρξεως τῆς δίκης. ΗΛΙΟΥ: Εἶναι ἀδιανόητον νὰ δικάζωνται ἄνθρωποι βάσει ἐγγράφων τὰ ὁποῖα δὲν ἔχουν ἐπιδειχθῇ. ΠΡ.: Θὰ σᾶς δοθῇ ὁ λόγος εἰς τὸ τέλος. ΜΑΡ.: Ἐπαναλαμβάνω ὅτι τὰ ἔγγραφα εὑρίσκονται εἰς τὴν δικογραφίαν. ΣΥΝ.: Ἡ δικογραφία εἶναι ἀπρόσιτος εἰς ἡμᾶς. ΕΠΙΤΡ.: Αὐτὸ δὲν εἶναι ἀληθές. ΣΥΝ.: Εἶναι ἀπολύτως ἀληθές. ΠΡ.: Ἡσυχία. ΘΕΟΤΟΚΑΤΟΣ: Κύριε πρόεδρε, ζητῶ νὰ διευκρινισθῇ ἡ θέσις τῆς ὑπερασπίσεως. ΠΡ.: Θὰ διευκρινισθῇ. ΜΑΡ.: Αἱ ὁδηγίαι ἐδίδοντο διὰ τοῦ ραδιοφωνικοῦ σταθμοῦ «Ἐλευθέρα Ἑλλάς». ΣΥΝ.: Ὁ σταθμὸς αὐτὸς ἀκούεται ἀπὸ ὅλους. bbox=[1088, 176, 1303, 923]
subhead: Ο ΔΕΥΤΕΡΟΣ ΜΑΡΤΥΣ bbox=[1381, 517, 1496, 528]
trial-body-col5: ΚΟΥΤΡΟΥΚΗΣ: Ἐπειδὴ ὁ μάρτυς ἀναφέρει τὸ ὄνομά μου, ζητῶ νὰ δηλώσω ὅτι οὐδέποτε ἀνῆκον εἰς τὸ ΚΚΕ. ΠΡ.: Θὰ ἔχετε τὴν εὐκαιρίαν. ΜΑΡΤΥΣ: Ὁ Κουτρούκης ἦτο μέλος τῆς ὀργανώσεως τοῦ Πειραιῶς. ΣΥΝ.: Ὑπάρχει ἀπόδειξις; ΜΑΡ.: Ὑπάρχει κατάθεσις. ΜΑΡΤΥΣ: Δὲν θυμοῦμαι ἀκριβῶς τὴν ἡμερομηνίαν. ΣΥΝ.: Ὁ μάρτυς δὲν θυμᾶται, ἀλλὰ κατηγορεῖ. ΚΟΥΤΡΟΥΚΗΣ: Κατὰ τὴν κατοχὴν ἠγωνίσθην κατὰ τῶν Γερμανῶν. ΠΡΟΕΔΡΟΣ: Αὐτὸ δὲν ἀμφισβητεῖται. ΜΑΡΤΥΣ: Μετὰ τὸ 1950 ὁ κατηγορούμενος ἀνέλαβε τὴν καθοδήγησιν τῶν συνδικαλιστικῶν ὀργανώσεων. ΣΥΝ.: Τὸ συνδικαλιστικὸν κίνημα εἶναι νόμιμον. ΤΣΑΚΙΡΗΣ: Πόσα χρόνια ἐκρατήθην εἰς τὰς φυλακάς; ΜΑΡ.: Δὲν γνωρίζω. ΤΣΑΚ.: Δώδεκα ἔτη. Καὶ τώρα μὲ κατηγορεῖτε πάλιν. ΜΑΡΤΥΣ: Μετὰ τὴν ἀποφυλάκισίν του ἐπανῆλθεν εἰς τὴν δρᾶσιν. ΣΥΝ.: Ποίαν δρᾶσιν; ΜΑΡ.: Παράνομον. ΒΑΡΒΑΚΗΣ: Ἐρωτῶ διατί δὲν ἀναφέρεται τίποτε διὰ τὴν ἐθνικὴν ἀντίστασιν. ΠΡΟΕΔΡΟΣ: Δὲν ἀποτελεῖ ἀντικείμενον. ΜΑΡΤΥΣ: Οἱ κατηγορούμενοι ἐχρησιμοποίουν ψευδώνυμα. ΣΥΝ.: Ὅλοι; ΜΑΡ.: Οἱ περισσότεροι. ΚΑΤΗΓ.: Εἴμεθα Ἕλληνες πατριῶται καὶ δὲν φοβούμεθα τὴν κρίσιν τοῦ λαοῦ. ΠΡΟΕΔΡΟΣ: Καθίσατε. ΠΡΟΕΔΡΟΣ: Ἀπαγορεύω τὰς ἐκδηλώσεις. Ἡ συνεδρίασις θὰ διακοπῇ ἐὰν ἐπαναληφθοῦν. ΚΑΤΗΓ.: Θὰ σεβασθῶμεν τὸ δικαστήριον, ἀλλὰ ζητοῦμεν δικαιοσύνην. ΠΡΟΕΔΡΟΣ: Αὐτὴ θὰ ἀπονεμηθῇ. ΠΡΟΕΔΡΟΣ: Ἡ συνεδρίασις συνεχίζεται μὲ τὴν ἐξέτασιν τοῦ δευτέρου μάρτυρος κατηγορίας. Ο ΔΕΥΤΕΡΟΣ ΜΑΡΤΥΣ Ἐκαλέσθη ἀκολούθως ὁ δεύτερος μάρτυς κατηγορίας, ἀξιωματικὸς τῆς Ἀσφαλείας, ὁ ὁποῖος ἐπεβεβαίωσε τὰς καταθέσεις τοῦ κ. Ρακιτζῆ ὡς πρὸς τὴν ὀργάνωσιν τοῦ παρανόμου μηχανισμοῦ. Ὁ μάρτυς ἀνεφέρθη εἰς τὴν σύλληψιν τοῦ Μπελογιάννη καὶ τῶν συνεργατῶν του, ὡς καὶ εἰς τὴν ἀνακάλυψιν τῶν ἀσυρμάτων σταθμῶν εἰς τὴν περιοχὴν τῆς Καλλιθέας καὶ τῆς Γλυφάδας. ΣΥΝ.: Ἐλάβατε μέρος εἰς τὰς συλλήψεις; ΜΑΡ.: Ναί. ΣΥΝ.: Ἐχρησιμοποιήθη βία; ΜΑΡ.: Ὄχι. ΣΥΝ.: Οἱ κατηγορούμενοι ἰσχυρίζονται τὸ ἀντίθετον. ΕΠΙΤΡ.: Ἡ ὑπεράσπισις ἐπανέρχεται συνεχῶς εἰς τὸ ζήτημα αὐτό. ΣΥΝ.: Διότι εἶναι σοβαρόν. Ὁ μάρτυς ἀνέφερε ἐπίσης ὅτι κατεσχέθησαν πλῆθος ἐγγράφων καὶ κρυπτογραφημάτων εἰς διαφόρους κρυψῶνας. ΔΙΑΜΑΡΤΥΡΙΑ ΣΥΝΗΓΟΡΩΝ Εἰς τὸ σημεῖον αὐτὸ διὰ τοῦ λόγου ἐζήτησαν οἱ συνήγοροι, οἱ ὁποῖοι διεμαρτυρήθησαν διότι δὲν ἐπιτρέπεται εἰς αὐτοὺς νὰ λάβουν γνῶσιν τῶν ἐγγράφων τῆς δικογραφίας. ΣΥΝ.: Κύριε πρόεδρε, ἡ ὑπεράσπισις δὲν δύναται νὰ ἐκπληρώσῃ τὸ καθῆκόν της ὑπὸ αὐτὰς τὰς συνθήκας. Ζητοῦμεν τὴν ἀναβολὴν τῆς δίκης. ΕΠΙΤΡ.: Ἡ αἴτησις εἶναι καταχρηστικὴ καὶ ἀποσκοπεῖ εἰς τὴν παρέλκυσιν. ΣΥΝ.: Ἀποσκοπεῖ εἰς τὴν ἀπονομὴν δικαιοσύνης. ΠΡΟΕΔΡΟΣ: Τὸ δικαστήριον θὰ ἀποφανθῇ ἐπὶ τῆς αἰτήσεως. ΜΑΝΟΥΣΑΚΑΣ: Εἴμεθα ἀθῶοι. Κατόπιν τούτου ἡ συνεδρίασις διεκόπη διὰ νὰ συνεχισθῇ τὴν ἑπομένην ἡμέραν, ὁπότε θὰ ἐξετασθοῦν καὶ οἱ ὑπόλοιποι μάρτυρες. ΠΡ.: Ἡ συνέχεια τῆς δίκης ὁρίζεται διὰ τὴν αὔριον. bbox=[1317, 176, 1560, 895]
continuation-label: ΣΥΝΕΧΕΙΑ bbox=[480, 185, 532, 195]
newspaper-page bbox=[8, 8, 1560, 2323]
headline: Η ΚΟΙΝΟΠΡΑΞΙΑ «ΟΛΥΜΠΙΑΚΗΣ» - «ΒΕΑ» ΕΝΕΚΡΙΘΗ ΚΑΙ ΕΤΕΘΗ ΕΙΣ ΕΦΑΡΜΟΓΗΝ bbox=[41, 1371, 386, 1461]
deck: Ὁ κυβερνήτης τῆς Καλιφορνίας ἐδήλωσεν ὅτι ἀδυνατεῖ νὰ ἐπέμβη bbox=[47, 169, 380, 211]
airline-article bbox=[8, 1359, 419, 2323]
dateline: ΟΥΑΣΙΓΚΤΩΝ, 27. (ΑΥΠ). bbox=[653, 1621, 777, 1631]
section-rule bbox=[8, 694, 419, 696]
deck: Τί κατέθεσεν ὁ κ. Ρακιτζῆς διὰ τὴν δρᾶσιν τοῦ ΚΚΕ καὶ τῶν κατηγορουμένων bbox=[847, 131, 1556, 152]
section-rule bbox=[643, 1413, 1074, 1415]
column-rule bbox=[425, 8, 426, 2323]
column-rule bbox=[1080, 174, 1081, 2321]
subhead: ΔΙΑ ΤΟΝ ΜΕΛΚΟΓΙΑΝΝΗΝ bbox=[1129, 224, 1262, 236]
subhead: Η ΚΟΙΝΟΠΡΑΞΙΑ bbox=[275, 1666, 360, 1678]
trial-body-col2: ΣΥΝ.: Ὁ κ. ἐπίτροπος ἐξακολουθεῖ νὰ κάμνῃ ὑποδείξεις εἰς τὸν μάρτυρα. ΕΠΙΤΡ.: Δὲν εἶναι ἀληθές. ΠΡ.: Παρακαλῶ νὰ περιορισθῆτε εἰς τὰς ἐρωτήσεις. ΜΑΡ.: Τὸ 1952 ὁ Μπελογιάννης ἐπανῆλθεν εἰς τὴν Ἑλλάδα διὰ νὰ ἀνασυγκροτήσῃ τὸν παράνομον μηχανισμόν. ΣΥΝ.: Αὐτὸ ἐκρίθη ἤδη ὑπὸ ἄλλου δικαστηρίου. ΕΠΙΤΡ.: Τὸ ἀναφέρει ὁ μάρτυς διὰ νὰ δείξῃ τὴν συνέχειαν τῆς δράσεως. ΣΥΝ.: Δὲν ἔχει σχέσιν μὲ τοὺς παρόντας κατηγορουμένους. ΜΑΡ.: Ἔχει σχέσιν, διότι πολλοὶ ἐκ τῶν κατηγορουμένων ἦσαν συνεργάται του. ΣΥΝ.: Ὀνομάσατε αὐτούς. ΜΑΡ.: Ὁ Καλούδης, ὁ Τσίρμπας καὶ ἄλλοι. ΕΠΙΤΡ.: Τί γνωρίζετε διὰ τὴν ΕΔΑ; ΜΑΡ.: Ἡ ΕΔΑ ἀποτελεῖ τὴν νόμιμον ἔκφρασιν τοῦ ΚΚΕ. ΣΥΝ.: Ἡ ΕΔΑ εἶναι νόμιμον κόμμα καὶ ἐκπροσωπεῖται εἰς τὴν Βουλήν. ΠΡ.: Παρακαλῶ τὴν ὑπεράσπισιν νὰ μὴ διακόπτῃ. ΣΥΝ.: Εἶναι καθῆκον μας νὰ ἀποκαταστήσωμεν τὴν ἀλήθειαν. ΜΑΡ.: Τὰ στελέχη τῆς ΕΔΑ λαμβάνουν ὁδηγίας ἀπὸ τὸ Πολιτικὸν Γραφεῖον τοῦ ΚΚΕ. ΣΥΝ.: Ἔχετε ἀποδείξεις; ΜΑΡ.: Ὑπάρχουν εἰς τὴν δικογραφίαν. ΕΠΙΤΡ.: Ἡ δικογραφία περιέχει πλῆθος ἐγγράφων. ΣΥΝ.: Τὰ ὁποῖα δὲν ἐλέγχθησαν ὡς πρὸς τὴν γνησιότητά των. ΤΑ ΔΙΚΤΥΑ ΠΛΗΡΟΦΟΡΙΩΝ ΕΠΙΤΡ.: Τί γνωρίζετε διὰ τὰ δίκτυα πληροφοριῶν; ΜΑΡ.: Τὸ ΚΚΕ εἶχεν ὀργανώσει εὐρὺ δίκτυον πληροφοριῶν, τὸ ὁποῖον συνέλεγε στοιχεῖα διὰ τὰς στρατιωτικὰς ἐγκαταστάσεις καὶ τὰς κινήσεις τῶν ἐνόπλων δυνάμεων. ΣΥΝ.: Ποῦ ἀπεστέλλοντο αἱ πληροφορίαι; ΜΑΡ.: Εἰς τὸ ἐξωτερικόν, διὰ ἀσυρμάτων καὶ ταχυδρόμων. ΣΥΝ.: Ἀνεκαλύφθησαν ἀσύρματοι; ΜΑΡ.: Ναί, εἰς διάφορα σημεῖα. ΕΠΙΤΡ.: Ὁ μάρτυς ἀναφέρεται εἰς γεγονότα ἀποδεδειγμένα. ΣΥΝ.: Ἀπὸ ποῖον; ΠΡ.: Ἡσυχία, παρακαλῶ. ΜΑΡ.: Οἱ κατηγορούμενοι ἐχρησιμοποίουν κρυπτογραφικὰ συστήματα διὰ τὴν ἐπικοινωνίαν των. ΣΥΝ.: Εἶναι ἀνακριβές. ΑΙ ΣΧΟΛΑΙ ΤΟΥ Κ.Κ.Ε. ΕΠΙΤΡ.: Εἰς ποίας χώρας ἐλειτούργουν αἱ σχολαί; ΜΑΡ.: Εἰς τὴν Ρουμανίαν, τὴν Βουλγαρίαν καὶ τὴν Οὐγγαρίαν. Ἐκεῖ ἐξεπαιδεύοντο στελέχη εἰς τὴν παράνομον δρᾶσιν καὶ τὰς μεθόδους τῆς κατασκοπείας. ΣΥΝ.: Παρηκολουθήσατε ποτὲ τὰς σχολὰς αὐτάς; ΜΑΡ.: Ὄχι, ἀλλὰ γνωρίζω ἐκ τῶν ἀνακρίσεων. ΣΥΝ.: Ἑπομένως δὲν ἔχετε ἰδίαν ἀντίληψιν. ΕΠΙΤΡ.: Ὁ μάρτυς ὡς ἀξιωματικὸς ἔχει ὑπηρεσιακὴν γνῶσιν. ΣΥΝ.: Αὐτὸ δὲν ἀρκεῖ. bbox=[643, 176, 847, 804]
headline: ΜΟΝΟΝ ΑΠΡΟΟΠΤΟΝ ΔΥΝΑΤΑΙ ΝΑ ΣΩΣΗ ΑΠΟ ΤΗΝ ΗΛΕΚΤΡΙΚΗΝ ΚΑΡΕΚΛΑΝ ΤΟΝ ΜΕΛΛΟΘΑΝΑΤΟΝ ΚΑΡΥΛ ΤΣΕΣΜΑΝ bbox=[12, 31, 416, 161]
